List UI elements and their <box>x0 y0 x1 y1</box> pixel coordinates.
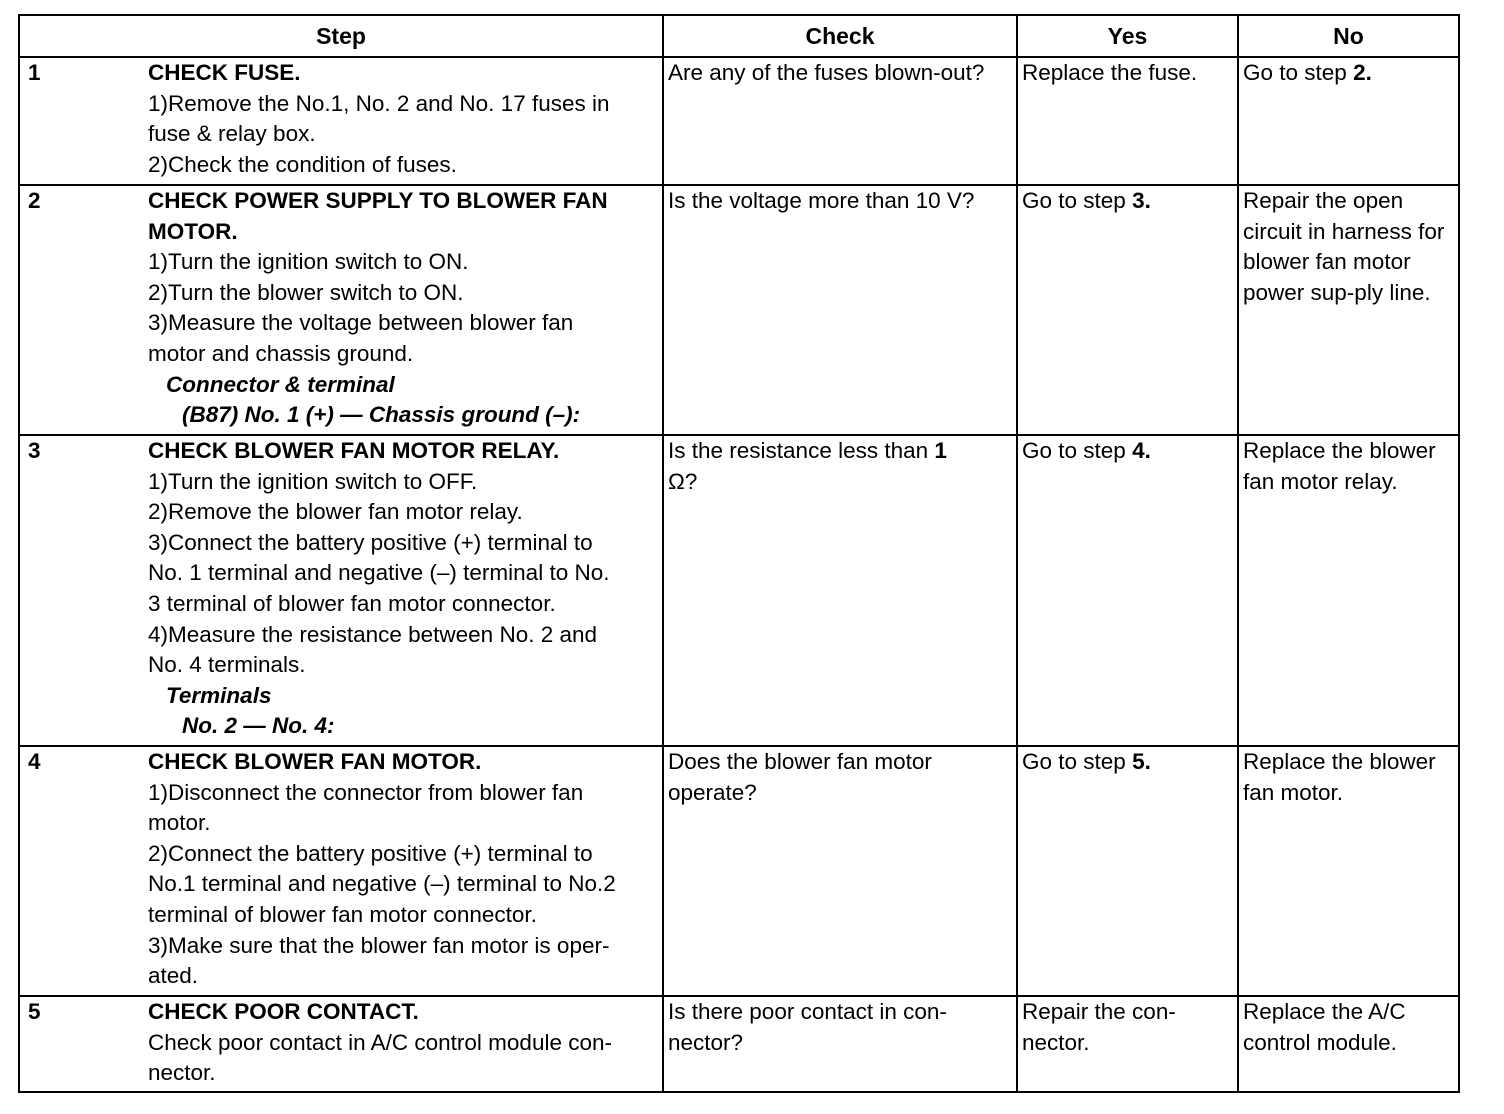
step-line: 2)Connect the battery positive (+) terminal to <box>148 840 593 866</box>
step-line: 4)Measure the resistance between No. 2 and <box>148 621 598 647</box>
step-line: 1)Turn the ignition switch to ON. <box>148 249 469 275</box>
step-line: nector. <box>148 1060 216 1086</box>
yes-step-ref: 3. <box>1132 188 1151 213</box>
step-line: ated. <box>148 963 199 989</box>
step-line: 2)Check the condition of fuses. <box>148 151 457 177</box>
table-row <box>19 185 1459 435</box>
header-check: Check <box>663 15 1017 57</box>
step-line: 2)Turn the blower switch to ON. <box>148 279 464 305</box>
no-cell: Replace the blower fan motor relay. <box>1238 435 1459 746</box>
no-cell: Replace the A/C control module. <box>1238 996 1459 1092</box>
header-no: No <box>1238 15 1459 57</box>
no-cell: Replace the blower fan motor. <box>1238 746 1459 996</box>
step-title: CHECK POWER SUPPLY TO BLOWER FAN MOTOR. <box>148 188 608 244</box>
step-number: 5 <box>28 999 41 1024</box>
step-cell <box>19 57 663 185</box>
step-line: motor. <box>148 810 211 836</box>
step-line: terminal of blower fan motor connector. <box>148 901 537 927</box>
yes-step-ref: 4. <box>1132 438 1151 463</box>
diagnostic-table <box>18 14 1460 1093</box>
step-cell <box>19 746 663 996</box>
yes-cell: Replace the fuse. <box>1017 57 1238 185</box>
yes-cell <box>1017 746 1238 996</box>
check-cell: Does the blower fan motor operate? <box>663 746 1017 996</box>
spec-label: Connector & terminal <box>166 371 395 397</box>
step-cell <box>19 185 663 435</box>
table-row <box>19 57 1459 185</box>
no-cell <box>1238 57 1459 185</box>
step-number: 2 <box>28 188 41 213</box>
spec-value: No. 2 — No. 4: <box>182 713 335 739</box>
step-line: 1)Disconnect the connector from blower fan <box>148 779 584 805</box>
step-line: 1)Turn the ignition switch to OFF. <box>148 468 478 494</box>
step-line: 3)Connect the battery positive (+) terminal to <box>148 529 593 555</box>
header-yes: Yes <box>1017 15 1238 57</box>
check-prefix: Is the resistance less than <box>668 438 929 463</box>
no-cell: Repair the open circuit in harness for blower fan motor power sup-ply line. <box>1238 185 1459 435</box>
check-cell: Is there poor contact in con-nector? <box>663 996 1017 1092</box>
yes-cell: Repair the con-nector. <box>1017 996 1238 1092</box>
check-cell <box>663 435 1017 746</box>
header-step: Step <box>19 15 663 57</box>
step-line: No. 1 terminal and negative (–) terminal to No. <box>148 560 610 586</box>
check-cell: Are any of the fuses blown-out? <box>663 57 1017 185</box>
step-line: 2)Remove the blower fan motor relay. <box>148 499 523 525</box>
step-title: CHECK FUSE. <box>148 60 301 85</box>
step-cell <box>19 996 663 1092</box>
step-title: CHECK BLOWER FAN MOTOR RELAY. <box>148 438 560 463</box>
step-cell <box>19 435 663 746</box>
step-title: CHECK POOR CONTACT. <box>148 999 419 1024</box>
step-number: 1 <box>28 60 41 85</box>
spec-label: Terminals <box>166 682 272 708</box>
step-line: No. 4 terminals. <box>148 652 306 678</box>
check-suffix: Ω? <box>668 468 698 494</box>
no-step-ref: 2. <box>1353 60 1372 85</box>
step-line: Check poor contact in A/C control module con- <box>148 1029 612 1055</box>
step-title: CHECK BLOWER FAN MOTOR. <box>148 749 482 774</box>
table-row <box>19 996 1459 1092</box>
header-row <box>19 15 1459 57</box>
yes-prefix: Go to step <box>1022 749 1126 774</box>
no-prefix: Go to step <box>1243 60 1347 85</box>
yes-cell <box>1017 435 1238 746</box>
check-cell: Is the voltage more than 10 V? <box>663 185 1017 435</box>
table-row <box>19 746 1459 996</box>
step-line: 3 terminal of blower fan motor connector. <box>148 590 556 616</box>
table-row <box>19 435 1459 746</box>
step-line: No.1 terminal and negative (–) terminal to No.2 <box>148 871 616 897</box>
yes-cell <box>1017 185 1238 435</box>
yes-prefix: Go to step <box>1022 438 1126 463</box>
step-line: fuse & relay box. <box>148 121 316 147</box>
step-line: 1)Remove the No.1, No. 2 and No. 17 fuses in <box>148 90 610 116</box>
step-line: 3)Make sure that the blower fan motor is oper- <box>148 932 610 958</box>
spec-value: (B87) No. 1 (+) — Chassis ground (–): <box>182 402 581 428</box>
step-line: 3)Measure the voltage between blower fan <box>148 310 574 336</box>
step-number: 4 <box>28 749 41 774</box>
step-number: 3 <box>28 438 41 463</box>
yes-prefix: Go to step <box>1022 188 1126 213</box>
check-value: 1 <box>934 438 947 463</box>
step-line: motor and chassis ground. <box>148 340 414 366</box>
yes-step-ref: 5. <box>1132 749 1151 774</box>
